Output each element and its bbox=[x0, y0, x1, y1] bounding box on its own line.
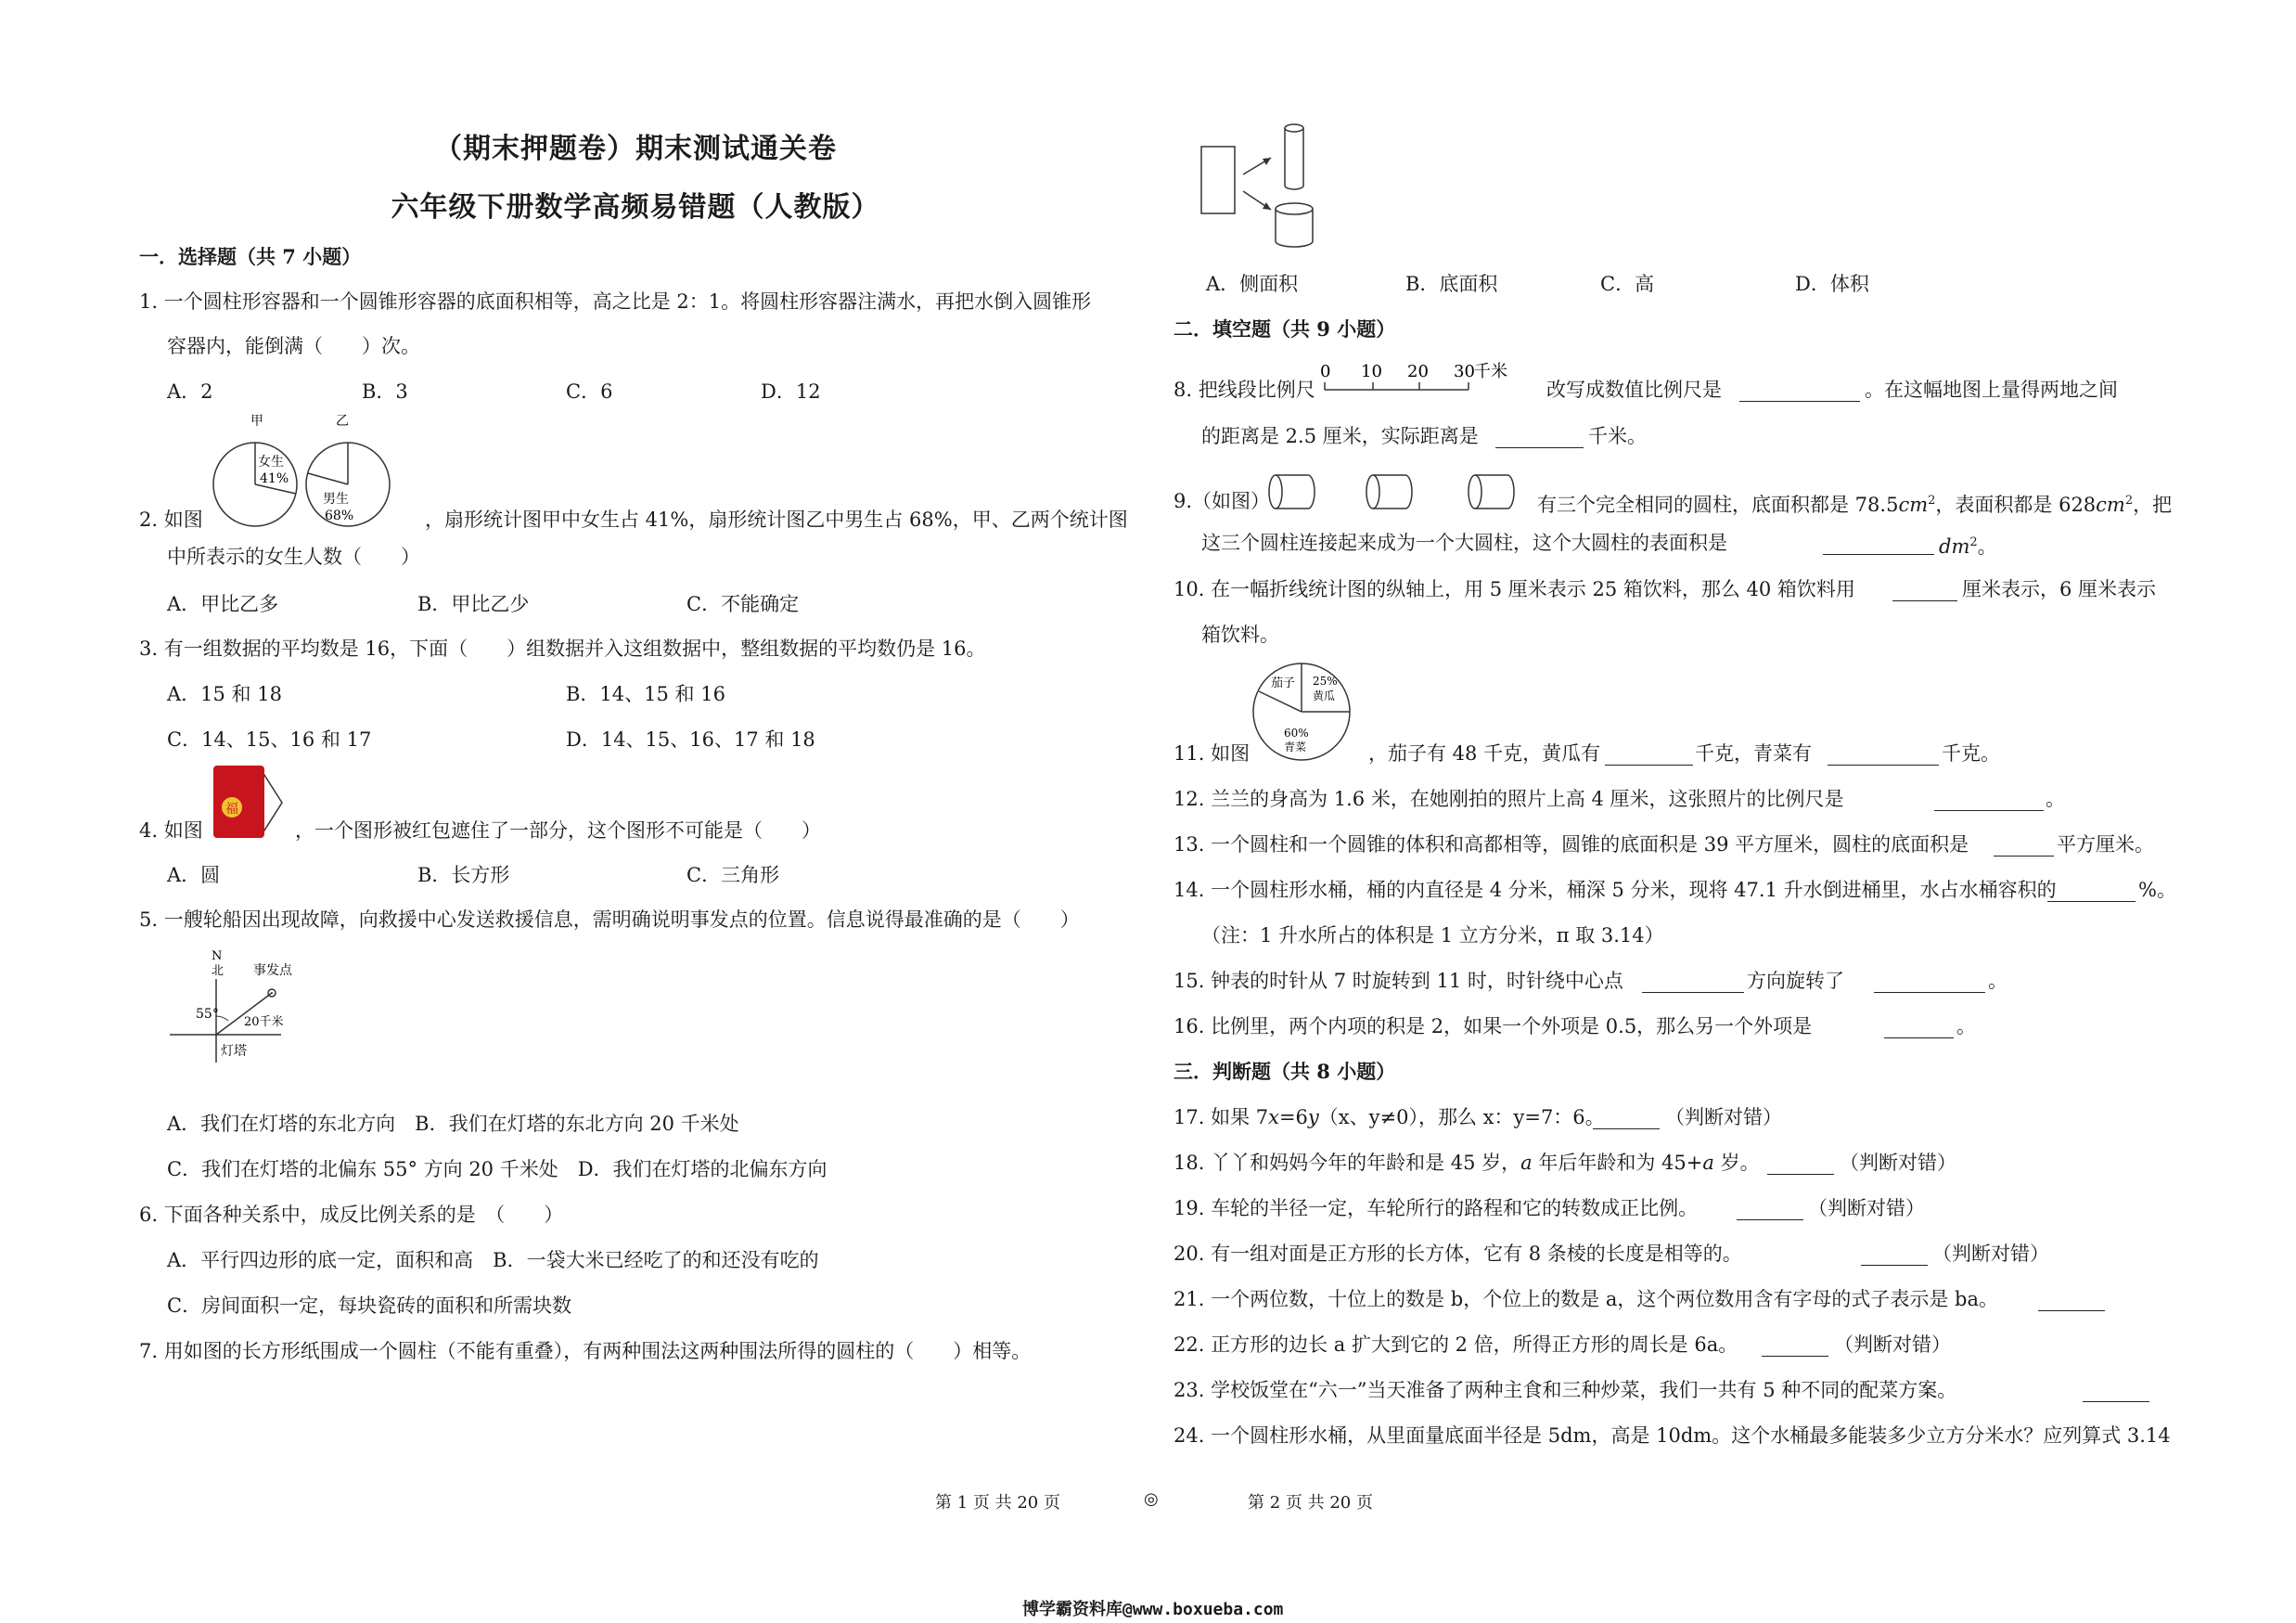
question-10-line1b: 厘米表示，6 厘米表示 bbox=[1962, 578, 2157, 600]
angle-label: 55° bbox=[196, 1007, 219, 1022]
q2-option-b: B．甲比乙少 bbox=[417, 593, 530, 615]
scale-30: 30 bbox=[1454, 362, 1475, 381]
q20-judge: （判断对错） bbox=[1932, 1243, 2049, 1265]
question-22: 22. 正方形的边长 a 扩大到它的 2 倍，所得正方形的周长是 6a。 bbox=[1174, 1333, 1738, 1356]
q1-option-c: C．6 bbox=[566, 380, 613, 403]
q13-blank[interactable] bbox=[1994, 835, 2054, 857]
q9-blank[interactable] bbox=[1823, 534, 1934, 555]
q2-option-c: C．不能确定 bbox=[686, 593, 800, 615]
q7-option-d: D．体积 bbox=[1795, 273, 1869, 295]
question-13: 13. 一个圆柱和一个圆锥的体积和高都相等，圆锥的底面积是 39 平方厘米，圆柱的底面积是 bbox=[1174, 833, 1969, 856]
q16-blank[interactable] bbox=[1884, 1017, 1954, 1038]
question-8-line2b: 千米。 bbox=[1588, 425, 1647, 447]
q19-blank[interactable] bbox=[1737, 1199, 1803, 1220]
question-9-unit: $dm^2$。 bbox=[1939, 535, 1997, 558]
question-12-end: 。 bbox=[2046, 788, 2065, 810]
q22-judge: （判断对错） bbox=[1834, 1333, 1951, 1356]
question-18: 18. 丫丫和妈妈今年的年龄和是 45 岁，a 年后年龄和为 45+a 岁。 bbox=[1174, 1152, 1760, 1174]
question-11-pre: 11. 如图 bbox=[1174, 742, 1251, 765]
q8-blank-2[interactable] bbox=[1495, 427, 1584, 448]
p25-label: 25% bbox=[1313, 675, 1338, 688]
question-16-end: 。 bbox=[1956, 1015, 1976, 1037]
q17-judge: （判断对错） bbox=[1665, 1106, 1782, 1128]
question-8-mid: 改写成数值比例尺是 bbox=[1546, 379, 1722, 401]
event-label: 事发点 bbox=[253, 963, 292, 978]
question-7: 7. 用如图的长方形纸围成一个圆柱（不能有重叠），有两种围法这两种围法所得的圆柱的（ ）相等。 bbox=[139, 1340, 1032, 1362]
q3-option-a: A．15 和 18 bbox=[167, 683, 282, 705]
cylinder-2 bbox=[1366, 475, 1412, 509]
q8-blank-1[interactable] bbox=[1739, 380, 1860, 402]
q22-blank[interactable] bbox=[1762, 1335, 1828, 1357]
p60-label: 60% bbox=[1284, 727, 1309, 740]
pie-jia-girl-label: 女生 bbox=[258, 455, 284, 470]
cylinder-1 bbox=[1269, 475, 1315, 509]
q9-three-cylinders bbox=[1266, 464, 1545, 520]
question-14: 14. 一个圆柱形水桶，桶的内直径是 4 分米，桶深 5 分米，现将 47.1 升水倒进桶里，水占水桶容积的 bbox=[1174, 879, 2057, 901]
q5-position-diagram bbox=[165, 947, 323, 1067]
distance-label: 20千米 bbox=[244, 1015, 284, 1029]
q1-option-b: B．3 bbox=[362, 380, 408, 403]
pie-yi-label: 乙 bbox=[336, 414, 349, 429]
q6-option-ab: A．平行四边形的底一定，面积和高 B．一袋大米已经吃了的和还没有吃的 bbox=[167, 1249, 819, 1271]
fu-text: 福 bbox=[225, 802, 238, 817]
question-19: 19. 车轮的半径一定，车轮所行的路程和它的转数成正比例。 bbox=[1174, 1197, 1699, 1219]
question-8-line2a: 的距离是 2.5 厘米，实际距离是 bbox=[1201, 425, 1479, 447]
question-11-mid: 千克，青菜有 bbox=[1695, 742, 1812, 765]
question-2-pre: 2. 如图 bbox=[139, 509, 203, 531]
question-13-end: 平方厘米。 bbox=[2057, 833, 2154, 856]
q5-option-cd: C．我们在灯塔的北偏东 55° 方向 20 千米处 D．我们在灯塔的北偏东方向 bbox=[167, 1158, 827, 1180]
page-number-left: 第 1 页 共 20 页 bbox=[935, 1493, 1060, 1513]
q5-option-ab: A．我们在灯塔的东北方向 B．我们在灯塔的东北方向 20 千米处 bbox=[167, 1113, 739, 1135]
question-12: 12. 兰兰的身高为 1.6 米，在她刚拍的照片上高 4 厘米，这张照片的比例尺是 bbox=[1174, 788, 1844, 810]
q19-judge: （判断对错） bbox=[1808, 1197, 1925, 1219]
q11-blank-2[interactable] bbox=[1828, 744, 1939, 766]
question-1-line1: 1. 一个圆柱形容器和一个圆锥形容器的底面积相等，高之比是 2：1。将圆柱形容器注满水，再把水倒入圆锥形 bbox=[139, 290, 1092, 313]
scale-0: 0 bbox=[1320, 362, 1331, 381]
q15-blank-2[interactable] bbox=[1874, 972, 1985, 993]
pie-jia-girl-pct: 41% bbox=[260, 471, 289, 486]
q11-pie-chart bbox=[1251, 659, 1362, 766]
q10-blank-1[interactable] bbox=[1892, 580, 1957, 601]
q18-judge: （判断对错） bbox=[1840, 1152, 1956, 1174]
question-21: 21. 一个两位数，十位上的数是 b，个位上的数是 a，这个两位数用含有字母的式子表示是 ba。 bbox=[1174, 1288, 1999, 1310]
scale-10: 10 bbox=[1361, 362, 1382, 381]
question-24: 24. 一个圆柱形水桶，从里面量底面半径是 5dm，高是 10dm。这个水桶最多能装多少立方分米水？应列算式 3.14 bbox=[1174, 1424, 2171, 1447]
q2-option-a: A．甲比乙多 bbox=[167, 593, 279, 615]
question-15-end: 。 bbox=[1988, 970, 2007, 992]
q4-option-b: B．长方形 bbox=[417, 864, 510, 886]
q3-option-c: C．14、15、16 和 17 bbox=[167, 728, 372, 751]
question-8-pre: 8. 把线段比例尺 bbox=[1174, 379, 1315, 401]
q4-option-a: A．圆 bbox=[167, 864, 221, 886]
question-14-note: （注：1 升水所占的体积是 1 立方分米，π 取 3.14） bbox=[1201, 924, 1664, 947]
cylinder-3 bbox=[1469, 475, 1514, 509]
q18-blank[interactable] bbox=[1767, 1153, 1834, 1175]
question-9-line2: 这三个圆柱连接起来成为一个大圆柱，这个大圆柱的表面积是 bbox=[1201, 532, 1727, 554]
q14-blank[interactable] bbox=[2047, 881, 2136, 902]
question-16: 16. 比例里，两个内项的积是 2，如果一个外项是 0.5，那么另一个外项是 bbox=[1174, 1015, 1813, 1037]
north-n: N bbox=[212, 949, 223, 963]
q1-option-d: D．12 bbox=[761, 380, 821, 403]
pie-jia-label: 甲 bbox=[250, 414, 263, 429]
q4-red-envelope bbox=[212, 761, 286, 844]
question-11-line: ，茄子有 48 千克，黄瓜有 bbox=[1368, 742, 1601, 765]
short-cylinder bbox=[1276, 241, 1313, 247]
q20-blank[interactable] bbox=[1861, 1244, 1928, 1266]
scale-unit: 千米 bbox=[1474, 362, 1507, 381]
question-15: 15. 钟表的时针从 7 时旋转到 11 时，时针绕中心点 bbox=[1174, 970, 1623, 992]
question-3: 3. 有一组数据的平均数是 16，下面（ ）组数据并入这组数据中，整组数据的平均数仍是 16。 bbox=[139, 638, 986, 660]
question-5: 5. 一艘轮船因出现故障，向救援中心发送救援信息，需明确说明事发点的位置。信息说得最准确的是（ ） bbox=[139, 908, 1080, 931]
qingcai-label: 青菜 bbox=[1284, 741, 1307, 754]
q11-blank-1[interactable] bbox=[1605, 744, 1693, 766]
tall-cylinder bbox=[1285, 186, 1303, 189]
q7-option-c: C．高 bbox=[1600, 273, 1655, 295]
question-17: 17. 如果 7x=6y（x、y≠0），那么 x：y=7：6。 bbox=[1174, 1106, 1605, 1128]
scale-20: 20 bbox=[1407, 362, 1429, 381]
q12-blank[interactable] bbox=[1934, 790, 2044, 811]
q17-blank[interactable] bbox=[1593, 1108, 1660, 1129]
paper-rectangle bbox=[1201, 147, 1235, 213]
page-title: （期末押题卷）期末测试通关卷 bbox=[434, 133, 837, 165]
section-heading-fill: 二．填空题（共 9 小题） bbox=[1174, 317, 1396, 341]
q7-option-a: A．侧面积 bbox=[1206, 273, 1299, 295]
tower-label: 灯塔 bbox=[221, 1044, 247, 1059]
north-bei: 北 bbox=[212, 964, 224, 978]
footer-divider-icon: ◎ bbox=[1144, 1489, 1159, 1509]
pie-yi-boy-label: 男生 bbox=[323, 492, 349, 507]
question-20: 20. 有一组对面是正方形的长方体，它有 8 条棱的长度是相等的。 bbox=[1174, 1243, 1742, 1265]
question-2-line1: ，扇形统计图甲中女生占 41%，扇形统计图乙中男生占 68%，甲、乙两个统计图 bbox=[425, 509, 1128, 531]
question-23: 23. 学校饭堂在“六一”当天准备了两种主食和三种炒菜，我们一共有 5 种不同的配菜方案。 bbox=[1174, 1379, 1957, 1401]
question-15-mid: 方向旋转了 bbox=[1747, 970, 1844, 992]
q2-pie-charts bbox=[213, 410, 427, 535]
pie-yi-boy-pct: 68% bbox=[325, 509, 354, 523]
question-1-line2: 容器内，能倒满（ ）次。 bbox=[167, 335, 420, 357]
question-4-pre: 4. 如图 bbox=[139, 819, 203, 842]
q23-blank[interactable] bbox=[2083, 1381, 2149, 1402]
question-10-line2: 箱饮料。 bbox=[1201, 624, 1279, 646]
page-number-right: 第 2 页 共 20 页 bbox=[1248, 1493, 1373, 1513]
section-heading-judge: 三．判断题（共 8 小题） bbox=[1174, 1060, 1396, 1083]
huanggua-label: 黄瓜 bbox=[1313, 689, 1336, 702]
question-9-line1: 有三个完全相同的圆柱，底面积都是 $78.5cm^2$，表面积都是 $628cm^2$，把 bbox=[1537, 494, 2173, 516]
q3-option-d: D．14、15、16、17 和 18 bbox=[566, 728, 815, 751]
question-4: ，一个图形被红包遮住了一部分，这个图形不可能是（ ） bbox=[295, 819, 821, 842]
q7-rectangle-cylinders bbox=[1197, 119, 1317, 258]
question-10-line1a: 10. 在一幅折线统计图的纵轴上，用 5 厘米表示 25 箱饮料，那么 40 箱饮料用 bbox=[1174, 578, 1855, 600]
watermark: 博学霸资料库@www.boxueba.com bbox=[1022, 1600, 1284, 1619]
question-9-pre: 9.（如图） bbox=[1174, 490, 1271, 512]
qiezi-label: 茄子 bbox=[1271, 676, 1296, 690]
q21-blank[interactable] bbox=[2038, 1290, 2105, 1311]
q15-blank-1[interactable] bbox=[1642, 972, 1744, 993]
question-14-end: %。 bbox=[2138, 879, 2176, 901]
q6-option-c: C．房间面积一定，每块瓷砖的面积和所需块数 bbox=[167, 1295, 572, 1317]
q1-option-a: A．2 bbox=[167, 380, 213, 403]
question-2-line2: 中所表示的女生人数（ ） bbox=[167, 546, 420, 568]
q4-option-c: C．三角形 bbox=[686, 864, 780, 886]
section-heading-choice: 一．选择题（共 7 小题） bbox=[139, 245, 362, 268]
question-6: 6. 下面各种关系中，成反比例关系的是 （ ） bbox=[139, 1204, 564, 1226]
q8-line-scale bbox=[1320, 360, 1507, 397]
question-8-post: 。在这幅地图上量得两地之间 bbox=[1865, 379, 2118, 401]
question-11-end: 千克。 bbox=[1942, 742, 2000, 765]
q7-option-b: B．底面积 bbox=[1405, 273, 1498, 295]
page-subtitle: 六年级下册数学高频易错题（人教版） bbox=[391, 191, 880, 224]
q3-option-b: B．14、15 和 16 bbox=[566, 683, 725, 705]
